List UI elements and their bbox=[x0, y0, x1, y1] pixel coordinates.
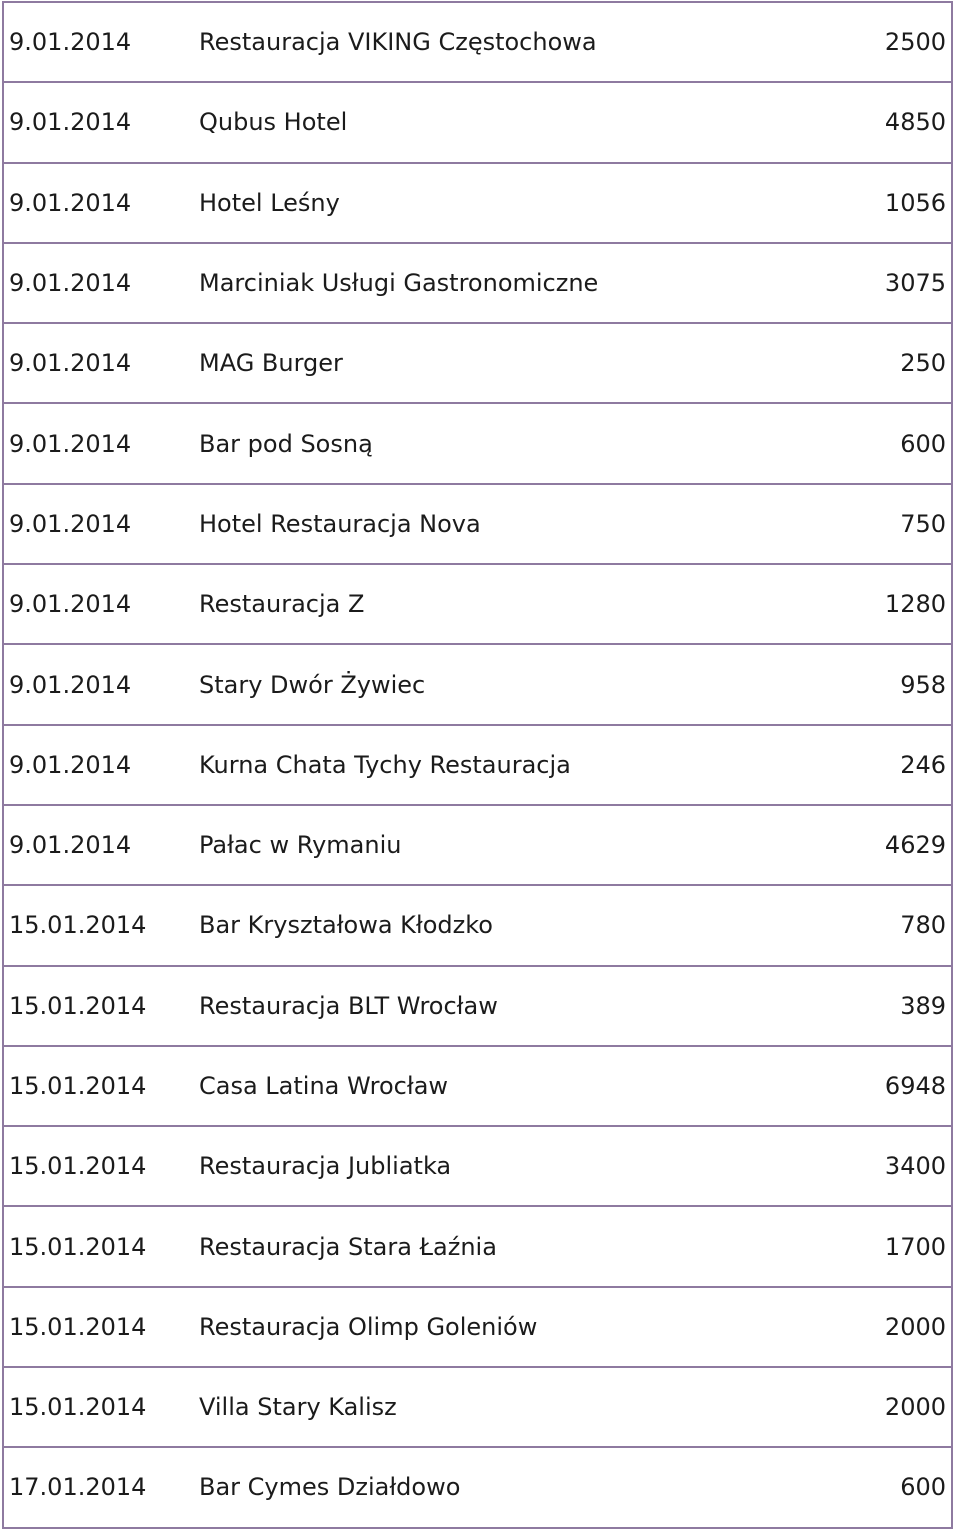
amount-cell: 4629 bbox=[759, 805, 952, 885]
amount-cell: 246 bbox=[759, 725, 952, 805]
date-cell: 9.01.2014 bbox=[3, 243, 199, 323]
table-row bbox=[3, 1287, 952, 1367]
table-row bbox=[3, 644, 952, 724]
amount-cell: 600 bbox=[759, 1447, 952, 1527]
name-cell: Restauracja Z bbox=[199, 564, 759, 644]
date-cell: 15.01.2014 bbox=[3, 1206, 199, 1286]
table-row bbox=[3, 564, 952, 644]
name-cell: Hotel Leśny bbox=[199, 163, 759, 243]
donations-table bbox=[2, 1, 953, 1529]
date-cell: 9.01.2014 bbox=[3, 644, 199, 724]
date-cell: 9.01.2014 bbox=[3, 403, 199, 483]
date-cell: 9.01.2014 bbox=[3, 484, 199, 564]
table-row bbox=[3, 725, 952, 805]
table-row bbox=[3, 403, 952, 483]
amount-cell: 600 bbox=[759, 403, 952, 483]
name-cell: Kurna Chata Tychy Restauracja bbox=[199, 725, 759, 805]
amount-cell: 2000 bbox=[759, 1287, 952, 1367]
amount-cell: 2500 bbox=[759, 2, 952, 82]
name-cell: Restauracja BLT Wrocław bbox=[199, 966, 759, 1046]
name-cell: Stary Dwór Żywiec bbox=[199, 644, 759, 724]
amount-cell: 2000 bbox=[759, 1367, 952, 1447]
date-cell: 15.01.2014 bbox=[3, 1046, 199, 1126]
date-cell: 9.01.2014 bbox=[3, 323, 199, 403]
table-row bbox=[3, 1206, 952, 1286]
amount-cell: 958 bbox=[759, 644, 952, 724]
date-cell: 17.01.2014 bbox=[3, 1447, 199, 1527]
table-row bbox=[3, 1046, 952, 1126]
date-cell: 9.01.2014 bbox=[3, 2, 199, 82]
table-row bbox=[3, 805, 952, 885]
name-cell: Marciniak Usługi Gastronomiczne bbox=[199, 243, 759, 323]
table-row bbox=[3, 2, 952, 82]
name-cell: Casa Latina Wrocław bbox=[199, 1046, 759, 1126]
table-row bbox=[3, 885, 952, 965]
date-cell: 15.01.2014 bbox=[3, 1126, 199, 1206]
date-cell: 9.01.2014 bbox=[3, 725, 199, 805]
name-cell: Bar Cymes Działdowo bbox=[199, 1447, 759, 1527]
date-cell: 9.01.2014 bbox=[3, 163, 199, 243]
name-cell: Restauracja Jubliatka bbox=[199, 1126, 759, 1206]
table-row bbox=[3, 163, 952, 243]
date-cell: 9.01.2014 bbox=[3, 805, 199, 885]
donations-table-wrapper bbox=[2, 1, 953, 1529]
amount-cell: 3400 bbox=[759, 1126, 952, 1206]
name-cell: Restauracja Olimp Goleniów bbox=[199, 1287, 759, 1367]
amount-cell: 389 bbox=[759, 966, 952, 1046]
amount-cell: 1700 bbox=[759, 1206, 952, 1286]
name-cell: Bar pod Sosną bbox=[199, 403, 759, 483]
table-row bbox=[3, 243, 952, 323]
date-cell: 15.01.2014 bbox=[3, 885, 199, 965]
name-cell: Pałac w Rymaniu bbox=[199, 805, 759, 885]
amount-cell: 250 bbox=[759, 323, 952, 403]
amount-cell: 4850 bbox=[759, 82, 952, 162]
name-cell: Restauracja VIKING Częstochowa bbox=[199, 2, 759, 82]
amount-cell: 780 bbox=[759, 885, 952, 965]
date-cell: 9.01.2014 bbox=[3, 82, 199, 162]
table-row bbox=[3, 484, 952, 564]
amount-cell: 750 bbox=[759, 484, 952, 564]
name-cell: Hotel Restauracja Nova bbox=[199, 484, 759, 564]
table-row bbox=[3, 1126, 952, 1206]
date-cell: 15.01.2014 bbox=[3, 1367, 199, 1447]
table-row bbox=[3, 966, 952, 1046]
name-cell: Bar Kryształowa Kłodzko bbox=[199, 885, 759, 965]
name-cell: MAG Burger bbox=[199, 323, 759, 403]
table-body bbox=[3, 2, 952, 1528]
name-cell: Villa Stary Kalisz bbox=[199, 1367, 759, 1447]
date-cell: 15.01.2014 bbox=[3, 1287, 199, 1367]
name-cell: Restauracja Stara Łaźnia bbox=[199, 1206, 759, 1286]
amount-cell: 1056 bbox=[759, 163, 952, 243]
table-row bbox=[3, 1447, 952, 1527]
table-row bbox=[3, 82, 952, 162]
date-cell: 9.01.2014 bbox=[3, 564, 199, 644]
name-cell: Qubus Hotel bbox=[199, 82, 759, 162]
amount-cell: 3075 bbox=[759, 243, 952, 323]
table-row bbox=[3, 1367, 952, 1447]
amount-cell: 1280 bbox=[759, 564, 952, 644]
amount-cell: 6948 bbox=[759, 1046, 952, 1126]
date-cell: 15.01.2014 bbox=[3, 966, 199, 1046]
table-row bbox=[3, 323, 952, 403]
